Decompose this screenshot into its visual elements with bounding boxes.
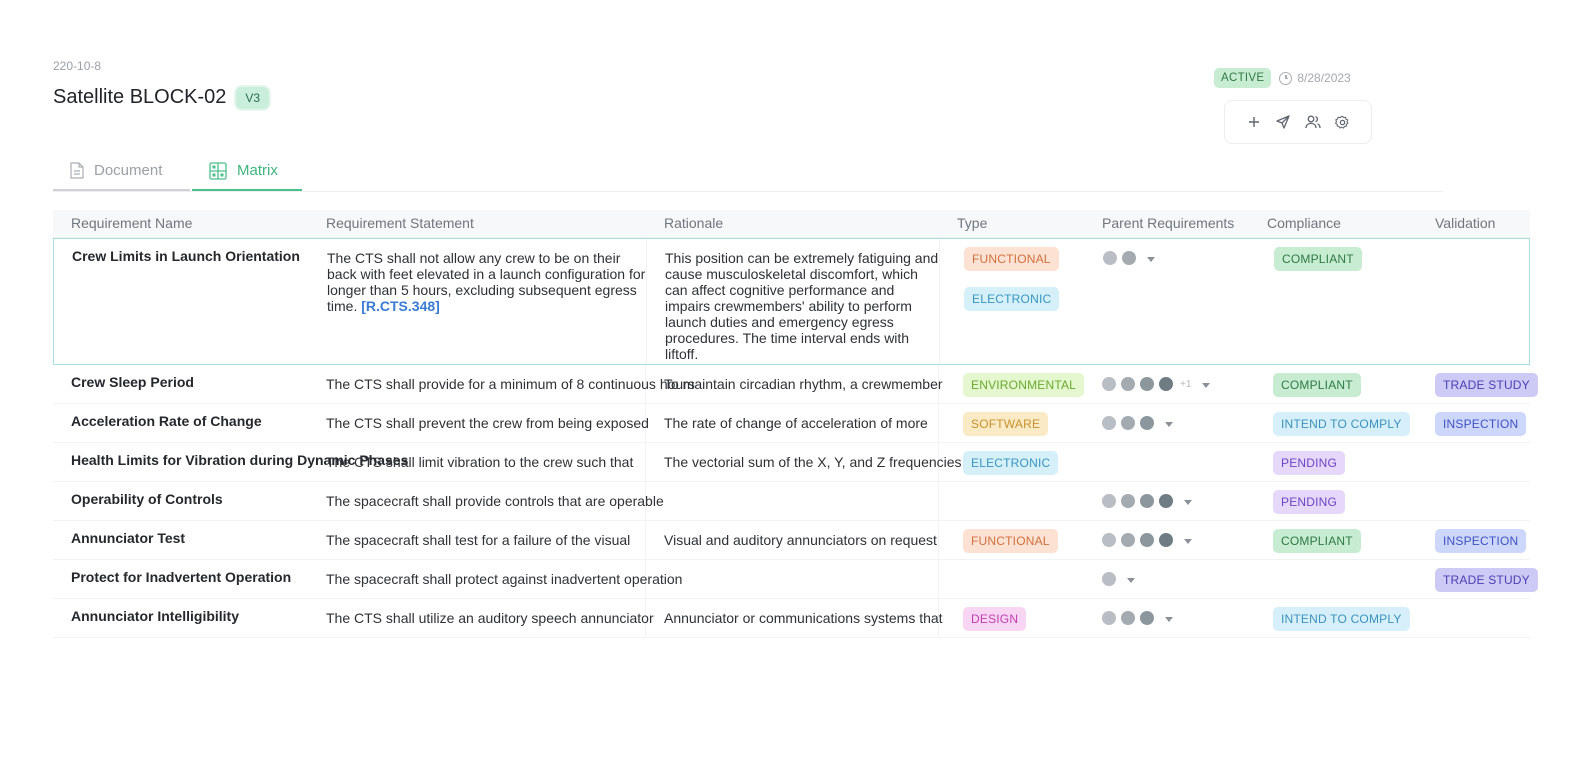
requirement-statement[interactable]: The CTS shall limit vibration to the crew such that — [308, 443, 646, 481]
parent-avatar[interactable] — [1102, 533, 1116, 547]
type-cell[interactable] — [939, 404, 1084, 442]
chevron-down-icon[interactable] — [1184, 500, 1192, 505]
parent-avatar[interactable] — [1159, 377, 1173, 391]
gear-icon[interactable] — [1331, 111, 1353, 133]
table-header — [53, 210, 1530, 238]
date-display — [1279, 71, 1350, 85]
validation-cell[interactable] — [1417, 443, 1527, 481]
rationale[interactable]: Visual and auditory annunciators on request — [646, 521, 939, 559]
plus-icon[interactable] — [1243, 111, 1265, 133]
parent-avatar[interactable] — [1121, 611, 1135, 625]
clock-icon — [1279, 72, 1292, 85]
column-header[interactable]: Compliance — [1267, 215, 1341, 231]
parent-requirements[interactable] — [1084, 443, 1249, 481]
date-text: 8/28/2023 — [1297, 71, 1351, 85]
parent-avatar[interactable] — [1121, 416, 1135, 430]
compliance-cell[interactable] — [1249, 365, 1417, 403]
type-cell[interactable] — [939, 521, 1084, 559]
validation-badge[interactable]: INSPECTION — [1435, 412, 1526, 436]
table-row[interactable] — [53, 365, 1530, 404]
compliance-badge[interactable]: PENDING — [1273, 490, 1345, 514]
status-badge[interactable]: ACTIVE — [1214, 68, 1271, 88]
requirement-statement[interactable]: The spacecraft shall test for a failure of the visual — [308, 521, 646, 559]
requirement-statement[interactable]: The spacecraft shall protect against inadvertent operation — [308, 560, 646, 598]
send-icon[interactable] — [1272, 111, 1294, 133]
rationale[interactable] — [646, 560, 939, 598]
parent-avatars[interactable] — [1102, 494, 1249, 508]
chevron-down-icon[interactable] — [1202, 383, 1210, 388]
requirements-table — [53, 210, 1530, 636]
compliance-badge[interactable]: PENDING — [1273, 451, 1345, 475]
rationale[interactable]: Annunciator or communications systems that — [646, 599, 939, 637]
validation-cell[interactable] — [1417, 560, 1530, 598]
compliance-cell[interactable] — [1249, 521, 1417, 559]
rationale[interactable] — [646, 482, 939, 520]
table-row[interactable] — [53, 443, 1530, 482]
view-tabs — [53, 152, 1443, 192]
parent-avatars[interactable] — [1102, 416, 1249, 430]
parent-avatars[interactable] — [1102, 533, 1249, 547]
requirement-name[interactable]: Crew Sleep Period — [71, 374, 194, 390]
parent-requirements[interactable] — [1084, 560, 1249, 598]
parent-avatar[interactable] — [1102, 377, 1116, 391]
type-cell[interactable] — [940, 239, 1085, 364]
type-badge[interactable]: FUNCTIONAL — [963, 529, 1058, 553]
parent-requirements[interactable] — [1084, 365, 1249, 403]
requirement-statement[interactable]: The CTS shall prevent the crew from being exposed — [308, 404, 646, 442]
parent-avatar[interactable] — [1122, 251, 1136, 265]
chevron-down-icon[interactable] — [1165, 422, 1173, 427]
users-icon[interactable] — [1302, 111, 1324, 133]
validation-badge[interactable]: TRADE STUDY — [1435, 373, 1538, 397]
title-row — [53, 86, 269, 109]
validation-cell[interactable] — [1417, 521, 1527, 559]
parent-avatar[interactable] — [1140, 416, 1154, 430]
compliance-badge[interactable]: COMPLIANT — [1274, 247, 1362, 271]
column-header[interactable]: Rationale — [664, 215, 724, 231]
parent-avatar[interactable] — [1121, 377, 1135, 391]
validation-cell[interactable] — [1418, 239, 1528, 364]
parent-avatar[interactable] — [1140, 533, 1154, 547]
parent-requirements[interactable] — [1084, 521, 1249, 559]
chevron-down-icon[interactable] — [1127, 578, 1135, 583]
parent-avatar[interactable] — [1102, 494, 1116, 508]
compliance-badge[interactable]: COMPLIANT — [1273, 373, 1361, 397]
requirement-statement[interactable]: The CTS shall utilize an auditory speech annunciator — [308, 599, 646, 637]
parent-requirements[interactable] — [1084, 404, 1249, 442]
compliance-cell[interactable] — [1249, 443, 1417, 481]
requirement-name[interactable]: Operability of Controls — [71, 491, 223, 507]
rationale[interactable]: To maintain circadian rhythm, a crewmember — [646, 365, 939, 403]
parent-avatar[interactable] — [1159, 533, 1173, 547]
parent-avatars[interactable] — [1102, 611, 1249, 625]
validation-badge[interactable]: INSPECTION — [1435, 529, 1526, 553]
parent-avatar[interactable] — [1121, 533, 1135, 547]
parent-avatar[interactable] — [1102, 611, 1116, 625]
type-cell[interactable] — [939, 482, 1084, 520]
version-badge[interactable]: V3 — [236, 87, 269, 109]
table-body — [53, 238, 1530, 638]
tab-document-label: Document — [94, 162, 163, 179]
compliance-cell[interactable] — [1249, 482, 1417, 520]
table-row[interactable] — [53, 238, 1530, 365]
column-header[interactable]: Parent Requirements — [1102, 215, 1235, 231]
matrix-icon — [209, 162, 227, 180]
requirement-reference-link[interactable]: [R.CTS.348] — [361, 298, 440, 314]
type-badge[interactable]: ELECTRONIC — [963, 451, 1058, 475]
table-row[interactable] — [53, 521, 1530, 560]
table-row[interactable] — [53, 599, 1530, 638]
requirement-statement[interactable]: The spacecraft shall provide controls that are operable — [308, 482, 646, 520]
type-cell[interactable] — [939, 443, 1084, 481]
parent-more-count: +1 — [1180, 378, 1192, 390]
toolbar — [1224, 100, 1372, 144]
type-cell[interactable] — [939, 560, 1084, 598]
type-cell[interactable] — [939, 599, 1084, 637]
parent-requirements[interactable] — [1084, 482, 1249, 520]
document-icon — [70, 162, 84, 179]
validation-badge[interactable]: TRADE STUDY — [1435, 568, 1538, 592]
rationale[interactable]: This position can be extremely fatiguing and cause musculoskeletal discomfort, which can affect cognitive performance and impairs crewmembers' ability to perform launch duties and emergency egress procedures. The time interval ends with liftoff. — [647, 239, 940, 364]
type-badge[interactable]: ENVIRONMENTAL — [963, 373, 1084, 397]
requirement-statement[interactable]: The CTS shall not allow any crew to be on their back with feet elevated in a launch configuration for longer than 5 hours, excluding subsequent egress time. [R.CTS.348] — [309, 239, 647, 364]
requirement-statement[interactable]: The CTS shall provide for a minimum of 8 continuous hours — [308, 365, 646, 403]
parent-avatar[interactable] — [1102, 416, 1116, 430]
validation-cell[interactable] — [1417, 482, 1527, 520]
column-header[interactable]: Validation — [1435, 215, 1496, 231]
parent-avatars[interactable] — [1103, 251, 1250, 265]
parent-avatar[interactable] — [1102, 572, 1116, 586]
requirement-name[interactable]: Health Limits for Vibration during Dynamic Phases — [71, 452, 409, 468]
parent-avatar[interactable] — [1140, 611, 1154, 625]
validation-cell[interactable] — [1417, 599, 1527, 637]
validation-cell[interactable] — [1417, 404, 1527, 442]
tab-matrix[interactable] — [192, 152, 302, 191]
compliance-badge[interactable]: INTEND TO COMPLY — [1273, 607, 1410, 631]
parent-avatars[interactable] — [1102, 377, 1249, 391]
parent-avatar[interactable] — [1140, 494, 1154, 508]
table-row[interactable] — [53, 560, 1530, 599]
validation-cell[interactable] — [1417, 365, 1530, 403]
parent-avatar[interactable] — [1121, 494, 1135, 508]
page-title: Satellite BLOCK-02 — [53, 86, 227, 108]
requirement-name[interactable]: Crew Limits in Launch Orientation — [72, 248, 300, 264]
status-row — [1214, 68, 1351, 88]
document-id: 220-10-8 — [53, 59, 102, 73]
tab-matrix-label: Matrix — [237, 162, 278, 179]
requirement-name[interactable]: Protect for Inadvertent Operation — [71, 569, 292, 585]
requirement-name[interactable]: Acceleration Rate of Change — [71, 413, 262, 429]
type-badge[interactable]: SOFTWARE — [963, 412, 1048, 436]
column-header[interactable]: Type — [957, 215, 988, 231]
compliance-cell[interactable] — [1249, 560, 1417, 598]
column-header[interactable]: Requirement Name — [71, 215, 193, 231]
column-header[interactable]: Requirement Statement — [326, 215, 474, 231]
requirement-name[interactable]: Annunciator Intelligibility — [71, 608, 239, 624]
compliance-cell[interactable] — [1250, 239, 1418, 364]
chevron-down-icon[interactable] — [1184, 539, 1192, 544]
requirement-name[interactable]: Annunciator Test — [71, 530, 186, 546]
table-row[interactable] — [53, 404, 1530, 443]
compliance-cell[interactable] — [1249, 404, 1417, 442]
table-row[interactable] — [53, 482, 1530, 521]
parent-avatar[interactable] — [1140, 377, 1154, 391]
type-badge[interactable]: ELECTRONIC — [964, 287, 1059, 311]
parent-avatar[interactable] — [1159, 494, 1173, 508]
type-cell[interactable] — [939, 365, 1084, 403]
chevron-down-icon[interactable] — [1147, 257, 1155, 262]
parent-avatars[interactable] — [1102, 572, 1249, 586]
compliance-badge[interactable]: INTEND TO COMPLY — [1273, 412, 1410, 436]
type-badge[interactable]: DESIGN — [963, 607, 1026, 631]
chevron-down-icon[interactable] — [1165, 617, 1173, 622]
tab-document[interactable] — [53, 152, 190, 191]
parent-avatar[interactable] — [1103, 251, 1117, 265]
type-badge[interactable]: FUNCTIONAL — [964, 247, 1059, 271]
rationale[interactable]: The vectorial sum of the X, Y, and Z frequencies — [646, 443, 939, 481]
parent-requirements[interactable] — [1084, 599, 1249, 637]
compliance-badge[interactable]: COMPLIANT — [1273, 529, 1361, 553]
rationale[interactable]: The rate of change of acceleration of more — [646, 404, 939, 442]
compliance-cell[interactable] — [1249, 599, 1417, 637]
parent-requirements[interactable] — [1085, 239, 1250, 364]
